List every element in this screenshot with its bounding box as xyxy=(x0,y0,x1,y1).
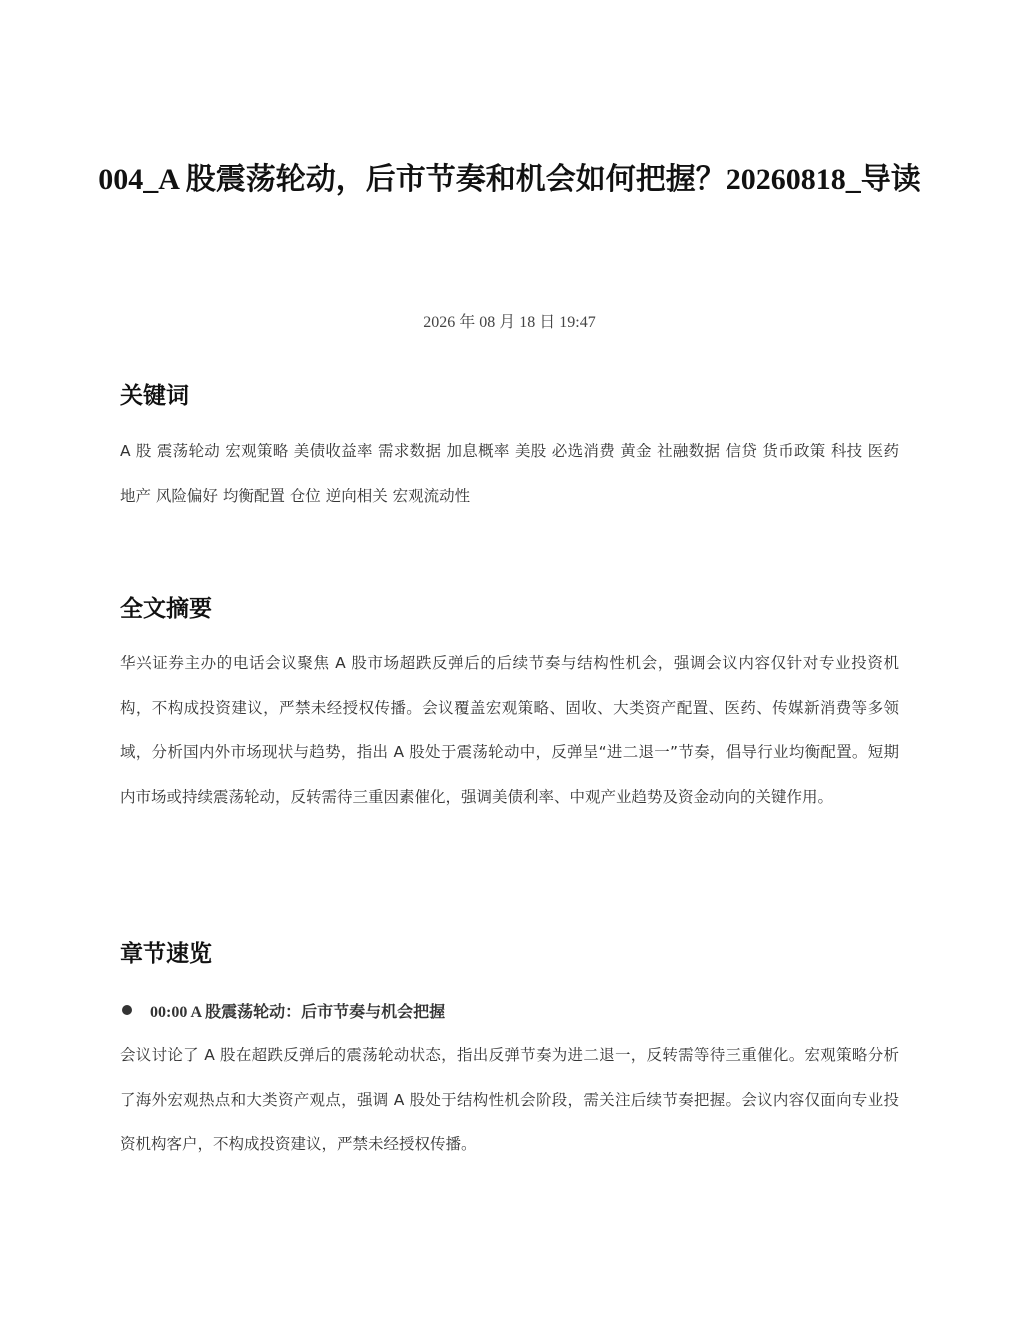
document-date: 2026 年 08 月 18 日 19:47 xyxy=(423,314,596,331)
summary-heading: 全文摘要 xyxy=(120,596,212,622)
chapter-title: 00:00 A 股震荡轮动：后市节奏与机会把握 xyxy=(150,1003,446,1021)
bullet-icon xyxy=(122,1005,132,1015)
keywords-heading: 关键词 xyxy=(120,383,189,409)
chapter-body: 会议讨论了 A 股在超跌反弹后的震荡轮动状态，指出反弹节奏为进二退一，反转需等待三重催化。宏观策略分析了海外宏观热点和大类资产观点，强调 A 股处于结构性机会阶段，需关注后续节奏把握。会议内容仅面向专业投资机构客户，不构成投资建议，严禁未经授权传播。 xyxy=(120,1046,899,1153)
keywords-text: A 股 震荡轮动 宏观策略 美债收益率 需求数据 加息概率 美股 必选消费 黄金 社融数据 信贷 货币政策 科技 医药 地产 风险偏好 均衡配置 仓位 逆向相关 宏观流动性 xyxy=(120,442,899,505)
chapter-item xyxy=(120,997,445,1023)
summary-text: 华兴证券主办的电话会议聚焦 A 股市场超跌反弹后的后续节奏与结构性机会，强调会议内容仅针对专业投资机构，不构成投资建议，严禁未经授权传播。会议覆盖宏观策略、固收、大类资产配置、医药、传媒新消费等多领域，分析国内外市场现状与趋势，指出 A 股处于震荡轮动中，反弹呈“进二退一”节奏，倡导行业均衡配置。短期内市场或持续震荡轮动，反转需待三重因素催化，强调美债利率、中观产业趋势及资金动向的关键作用。 xyxy=(120,654,899,806)
chapters-heading: 章节速览 xyxy=(120,941,212,967)
document-title: 004_A 股震荡轮动，后市节奏和机会如何把握？20260818_导读 xyxy=(98,163,921,196)
